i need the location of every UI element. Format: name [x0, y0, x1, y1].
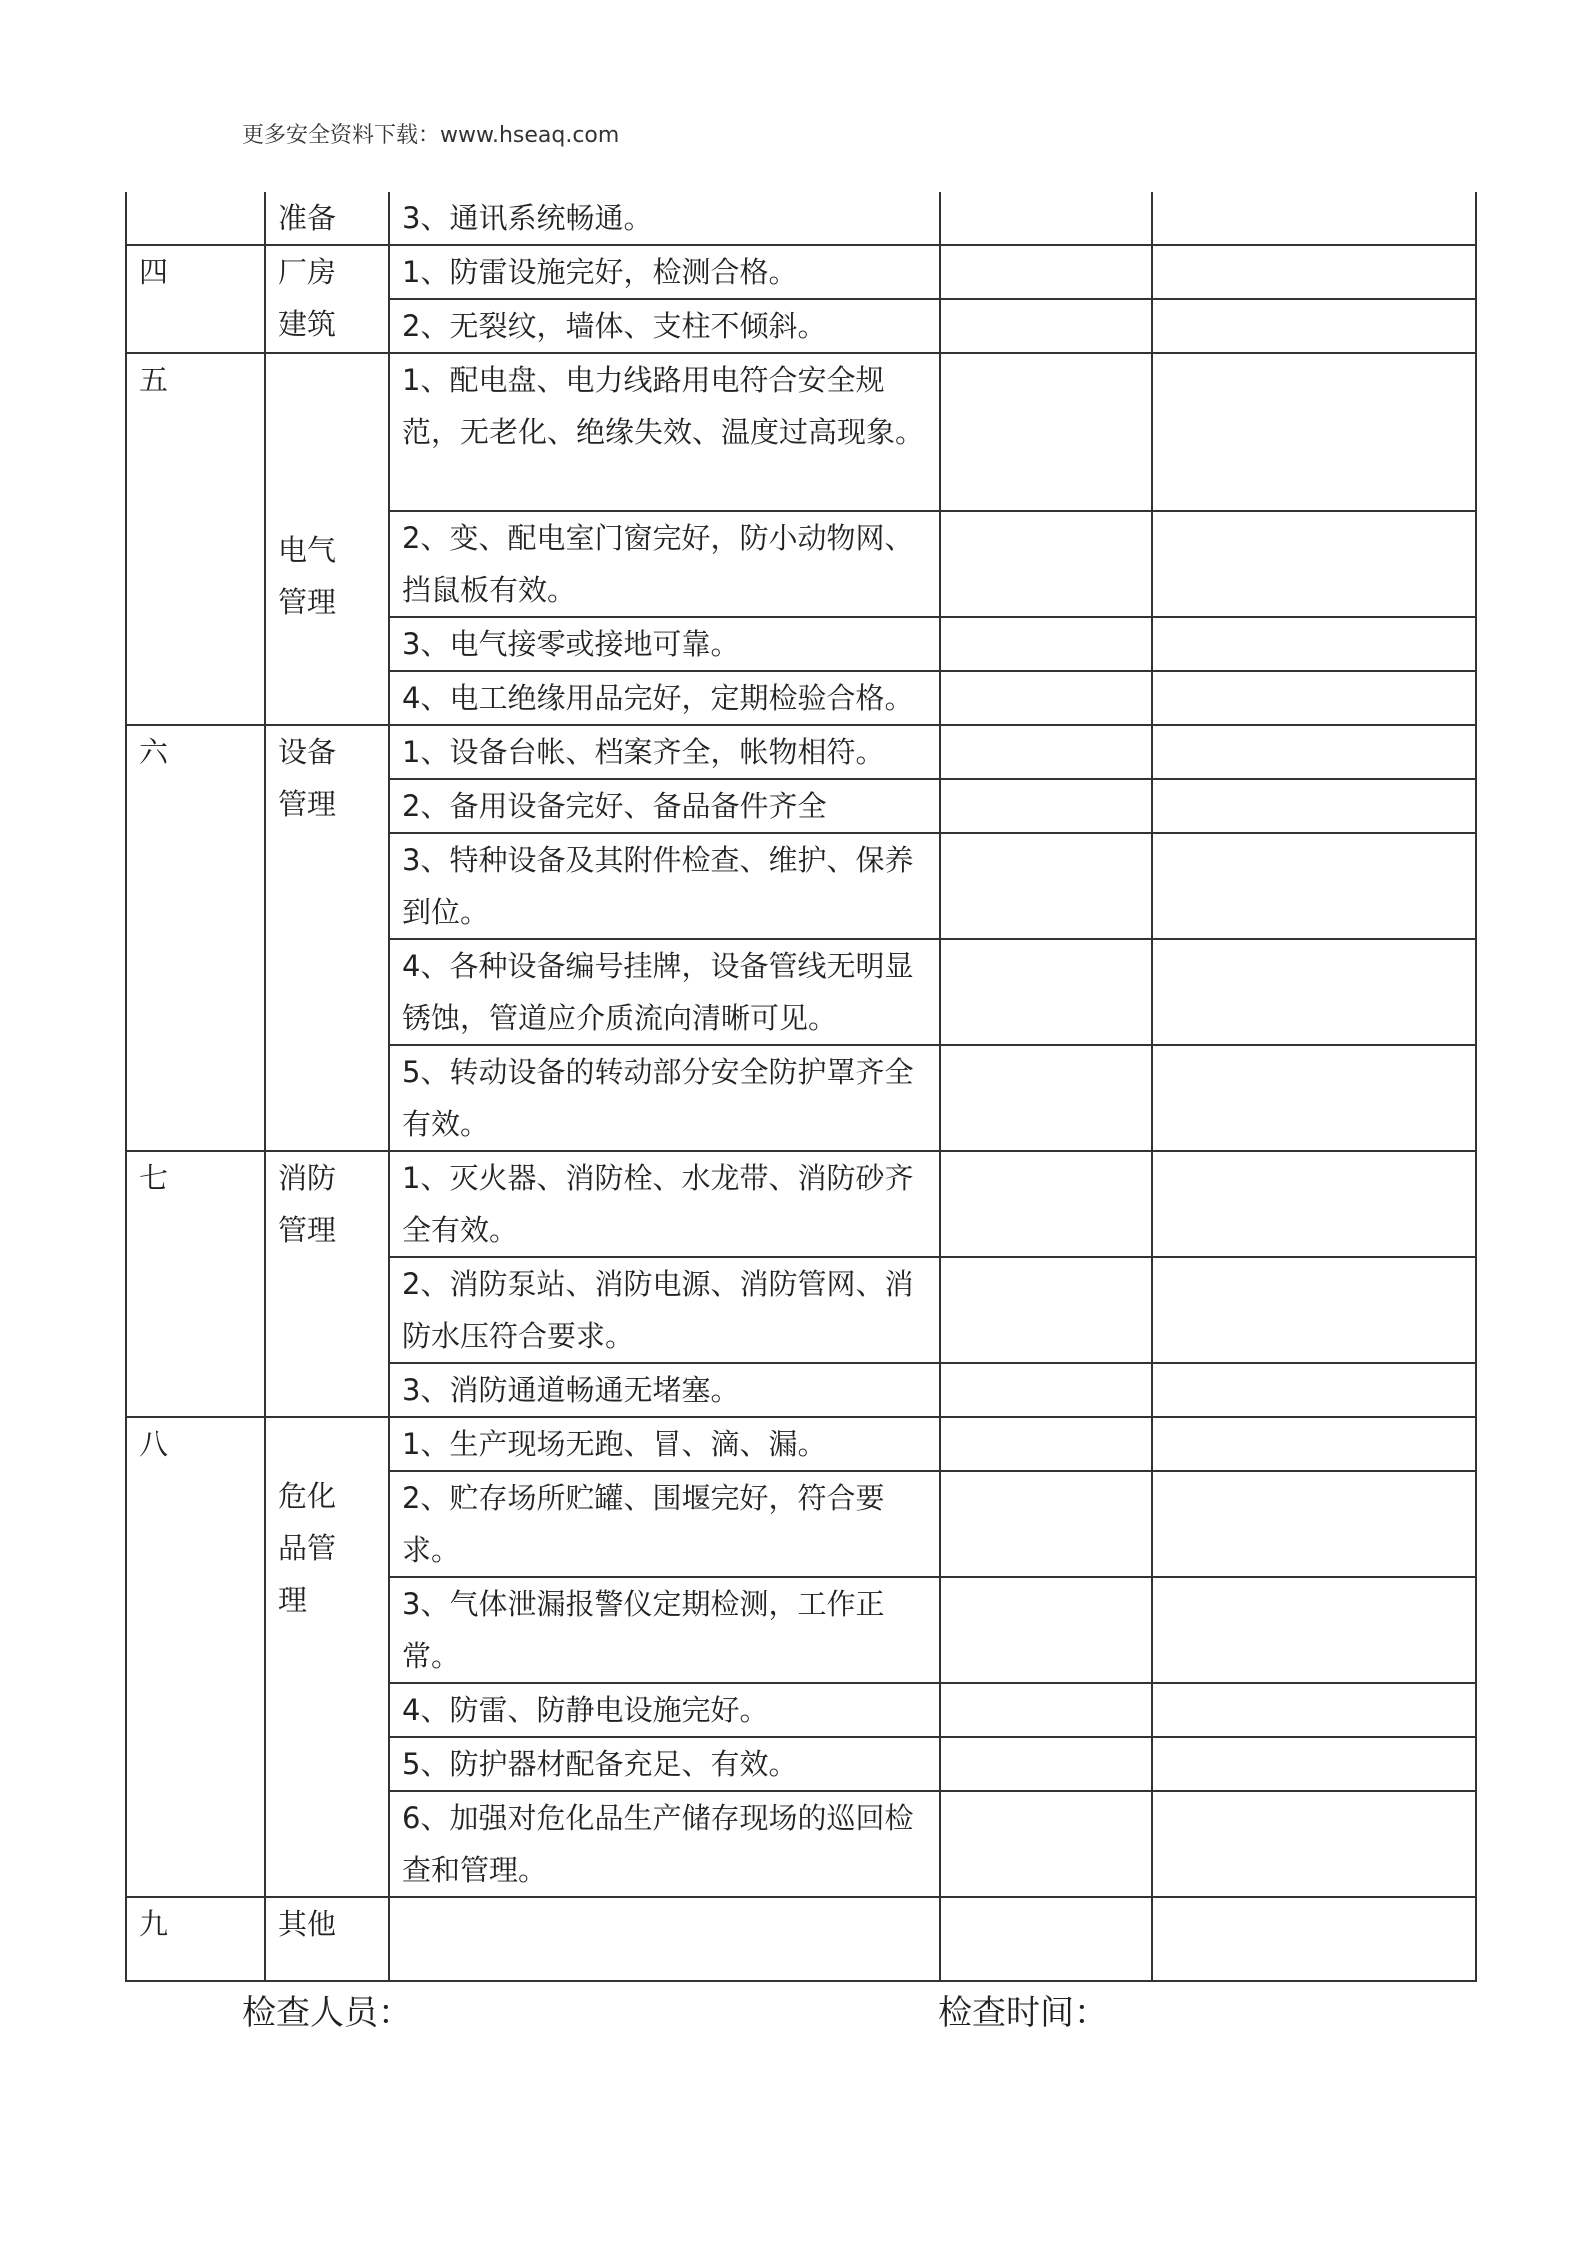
section-number: 六	[126, 725, 265, 1151]
result-cell[interactable]	[940, 511, 1152, 617]
category-label: 设备 管理	[278, 735, 337, 821]
check-item: 6、加强对危化品生产储存现场的巡回检查和管理。	[389, 1791, 940, 1897]
section-category	[265, 1151, 389, 1417]
inspector-label: 检查人员：	[242, 1993, 412, 2033]
check-item	[389, 1897, 940, 1981]
result-cell[interactable]	[940, 192, 1152, 245]
result-cell[interactable]	[940, 1151, 1152, 1257]
check-item: 1、配电盘、电力线路用电符合安全规范，无老化、绝缘失效、温度过高现象。	[389, 353, 940, 511]
remark-cell[interactable]	[1152, 1257, 1476, 1363]
result-cell[interactable]	[940, 1417, 1152, 1471]
table-row	[126, 1897, 1476, 1981]
category-label: 危化 品管 理	[278, 1479, 337, 1617]
check-item: 3、电气接零或接地可靠。	[389, 617, 940, 671]
result-cell[interactable]	[940, 725, 1152, 779]
check-item: 2、变、配电室门窗完好，防小动物网、挡鼠板有效。	[389, 511, 940, 617]
table-row	[126, 192, 1476, 245]
check-item: 4、电工绝缘用品完好，定期检验合格。	[389, 671, 940, 725]
remark-cell[interactable]	[1152, 511, 1476, 617]
check-item: 3、特种设备及其附件检查、维护、保养到位。	[389, 833, 940, 939]
table-row	[126, 1151, 1476, 1257]
section-number: 四	[126, 245, 265, 353]
table-row	[126, 245, 1476, 299]
section-number: 九	[126, 1897, 265, 1981]
section-category	[265, 725, 389, 1151]
remark-cell[interactable]	[1152, 939, 1476, 1045]
remark-cell[interactable]	[1152, 1897, 1476, 1981]
check-item: 3、通讯系统畅通。	[389, 192, 940, 245]
check-item: 2、贮存场所贮罐、围堰完好，符合要求。	[389, 1471, 940, 1577]
remark-cell[interactable]	[1152, 725, 1476, 779]
result-cell[interactable]	[940, 245, 1152, 299]
result-cell[interactable]	[940, 1471, 1152, 1577]
page-header: 更多安全资料下载：www.hseaq.com	[242, 123, 620, 148]
remark-cell[interactable]	[1152, 245, 1476, 299]
result-cell[interactable]	[940, 1363, 1152, 1417]
check-item: 1、设备台帐、档案齐全，帐物相符。	[389, 725, 940, 779]
result-cell[interactable]	[940, 939, 1152, 1045]
result-cell[interactable]	[940, 1577, 1152, 1683]
table-row	[126, 353, 1476, 511]
result-cell[interactable]	[940, 1683, 1152, 1737]
section-category	[265, 245, 389, 353]
result-cell[interactable]	[940, 671, 1152, 725]
remark-cell[interactable]	[1152, 299, 1476, 353]
check-item: 5、防护器材配备充足、有效。	[389, 1737, 940, 1791]
check-item: 2、无裂纹，墙体、支柱不倾斜。	[389, 299, 940, 353]
result-cell[interactable]	[940, 299, 1152, 353]
result-cell[interactable]	[940, 779, 1152, 833]
section-number: 八	[126, 1417, 265, 1897]
section-number	[126, 192, 265, 245]
remark-cell[interactable]	[1152, 353, 1476, 511]
check-item: 1、防雷设施完好，检测合格。	[389, 245, 940, 299]
section-category	[265, 1417, 389, 1897]
category-label: 消防 管理	[278, 1161, 337, 1247]
category-label: 电气 管理	[278, 533, 337, 619]
check-item: 3、气体泄漏报警仪定期检测，工作正常。	[389, 1577, 940, 1683]
remark-cell[interactable]	[1152, 779, 1476, 833]
check-item: 4、各种设备编号挂牌，设备管线无明显锈蚀，管道应介质流向清晰可见。	[389, 939, 940, 1045]
remark-cell[interactable]	[1152, 1363, 1476, 1417]
section-category	[265, 353, 389, 725]
remark-cell[interactable]	[1152, 192, 1476, 245]
table-row	[126, 1417, 1476, 1471]
remark-cell[interactable]	[1152, 1417, 1476, 1471]
result-cell[interactable]	[940, 833, 1152, 939]
result-cell[interactable]	[940, 353, 1152, 511]
check-item: 1、灭火器、消防栓、水龙带、消防砂齐全有效。	[389, 1151, 940, 1257]
remark-cell[interactable]	[1152, 1683, 1476, 1737]
section-number: 七	[126, 1151, 265, 1417]
remark-cell[interactable]	[1152, 1791, 1476, 1897]
section-category	[265, 1897, 389, 1981]
check-item: 1、生产现场无跑、冒、滴、漏。	[389, 1417, 940, 1471]
category-label: 其他	[278, 1907, 337, 1941]
category-label: 准备	[278, 201, 337, 235]
remark-cell[interactable]	[1152, 671, 1476, 725]
remark-cell[interactable]	[1152, 1471, 1476, 1577]
inspection-time-label: 检查时间：	[938, 1993, 1108, 2033]
result-cell[interactable]	[940, 1257, 1152, 1363]
inspection-table	[125, 192, 1477, 1982]
category-label: 厂房 建筑	[278, 255, 337, 341]
result-cell[interactable]	[940, 617, 1152, 671]
section-number: 五	[126, 353, 265, 725]
check-item: 2、备用设备完好、备品备件齐全	[389, 779, 940, 833]
remark-cell[interactable]	[1152, 1577, 1476, 1683]
remark-cell[interactable]	[1152, 1737, 1476, 1791]
result-cell[interactable]	[940, 1737, 1152, 1791]
remark-cell[interactable]	[1152, 1045, 1476, 1151]
remark-cell[interactable]	[1152, 1151, 1476, 1257]
section-category	[265, 192, 389, 245]
check-item: 5、转动设备的转动部分安全防护罩齐全有效。	[389, 1045, 940, 1151]
remark-cell[interactable]	[1152, 833, 1476, 939]
check-item: 4、防雷、防静电设施完好。	[389, 1683, 940, 1737]
remark-cell[interactable]	[1152, 617, 1476, 671]
result-cell[interactable]	[940, 1791, 1152, 1897]
result-cell[interactable]	[940, 1045, 1152, 1151]
result-cell[interactable]	[940, 1897, 1152, 1981]
check-item: 2、消防泵站、消防电源、消防管网、消防水压符合要求。	[389, 1257, 940, 1363]
table-row	[126, 725, 1476, 779]
check-item: 3、消防通道畅通无堵塞。	[389, 1363, 940, 1417]
